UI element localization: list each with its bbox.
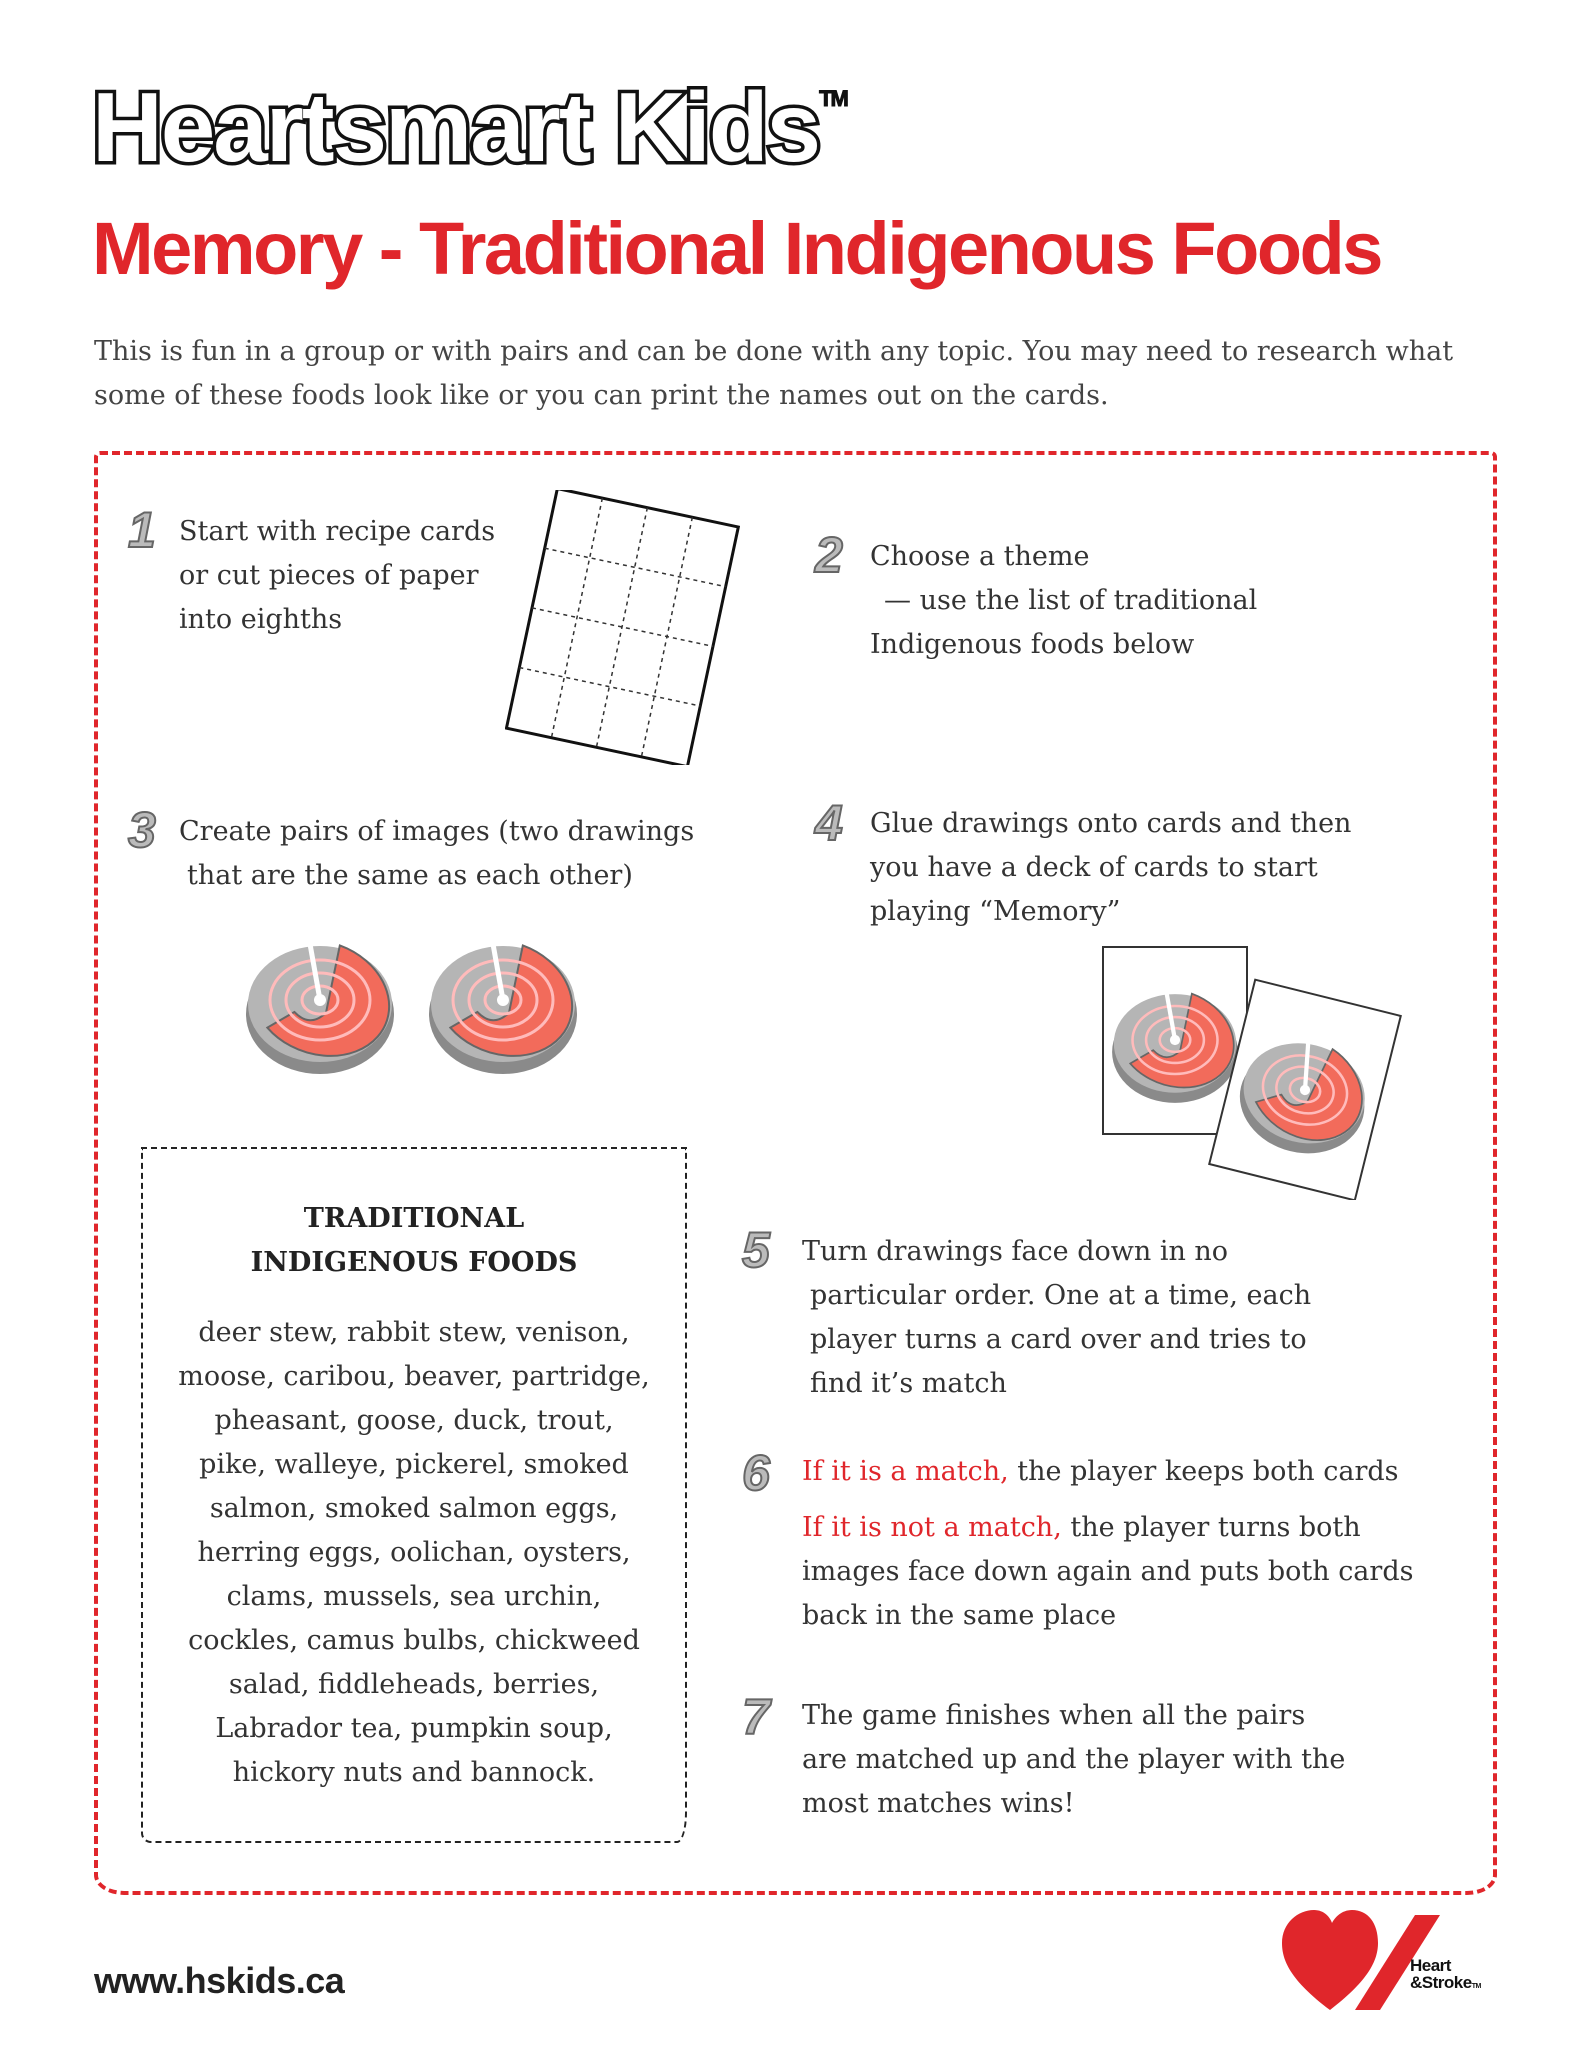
step-7-text xyxy=(802,1694,1345,1826)
logo-line: &Stroke xyxy=(1410,1973,1472,1992)
food-line: deer stew, rabbit stew, venison, xyxy=(198,1317,630,1348)
step-line: playing “Memory” xyxy=(870,896,1121,927)
foods-heading-line: INDIGENOUS FOODS xyxy=(250,1247,578,1278)
step-line: most matches wins! xyxy=(802,1788,1075,1819)
salmon-steak-icon xyxy=(246,932,406,1075)
step-line: you have a deck of cards to start xyxy=(870,852,1318,883)
step-line xyxy=(802,1506,1413,1550)
no-match-text: the player turns both xyxy=(1061,1512,1361,1543)
website-link[interactable]: www.hskids.ca xyxy=(94,1960,345,2001)
step-line: images face down again and puts both cards xyxy=(802,1556,1414,1587)
step-number-4: 4 xyxy=(815,795,843,851)
step-5-text xyxy=(802,1230,1311,1406)
step-number-2: 2 xyxy=(815,527,843,583)
food-line: herring eggs, oolichan, oysters, xyxy=(197,1537,631,1568)
step-4-text xyxy=(870,802,1351,934)
step-line: that are the same as each other) xyxy=(187,860,633,891)
logo-text xyxy=(1410,1957,1481,1995)
step-line: into eighths xyxy=(179,604,343,635)
food-line: pike, walleye, pickerel, smoked xyxy=(199,1449,629,1480)
step-line: or cut pieces of paper xyxy=(179,560,479,591)
foods-heading-line: TRADITIONAL xyxy=(303,1203,525,1234)
salmon-steak-icon xyxy=(429,932,589,1075)
paper-grid-illustration xyxy=(505,490,740,765)
match-highlight: If it is a match, xyxy=(802,1456,1009,1487)
page-title: Memory - Traditional Indigenous Foods xyxy=(92,207,1381,290)
step-2-text xyxy=(870,535,1257,667)
step-line: Turn drawings face down in no xyxy=(802,1236,1229,1267)
step-number-7: 7 xyxy=(742,1689,770,1745)
logo-line: Heart xyxy=(1410,1956,1451,1975)
heart-icon xyxy=(1280,1905,1520,2015)
foods-heading xyxy=(143,1197,685,1285)
food-line: salmon, smoked salmon eggs, xyxy=(209,1493,619,1524)
step-line: The game finishes when all the pairs xyxy=(802,1700,1306,1731)
step-line: Start with recipe cards xyxy=(179,516,496,547)
food-line: hickory nuts and bannock. xyxy=(232,1757,596,1788)
food-line: pheasant, goose, duck, trout, xyxy=(214,1405,614,1436)
step-line: player turns a card over and tries to xyxy=(810,1324,1307,1355)
food-line: clams, mussels, sea urchin, xyxy=(226,1581,602,1612)
step-line: Glue drawings onto cards and then xyxy=(870,808,1352,839)
step-line: Indigenous foods below xyxy=(870,629,1195,660)
step-number-5: 5 xyxy=(742,1222,770,1278)
step-6-text xyxy=(802,1450,1413,1638)
step-line: Create pairs of images (two drawings xyxy=(179,816,695,847)
foods-list-box xyxy=(141,1147,687,1843)
step-3-text xyxy=(179,810,694,898)
step-line: — use the list of traditional xyxy=(884,585,1258,616)
food-line: cockles, camus bulbs, chickweed xyxy=(188,1625,640,1656)
intro-text: This is fun in a group or with pairs and can be done with any topic. You may need to research what some of these foods look like or you can print the names out on the cards. xyxy=(94,336,1454,411)
brand-logo: Heartsmart Kids™ xyxy=(92,72,847,182)
step-line: find it’s match xyxy=(810,1368,1007,1399)
food-line: salad, fiddleheads, berries, xyxy=(228,1669,600,1700)
step-line: back in the same place xyxy=(802,1600,1117,1631)
cards-illustration xyxy=(1095,940,1410,1200)
step-line: Choose a theme xyxy=(870,541,1090,572)
match-text: the player keeps both cards xyxy=(1008,1456,1399,1487)
step-number-6: 6 xyxy=(742,1445,770,1501)
step-line xyxy=(802,1450,1413,1494)
step-number-1: 1 xyxy=(128,502,156,558)
salmon-pair-illustration xyxy=(235,915,595,1085)
heart-and-stroke-logo xyxy=(1280,1905,1520,2015)
step-line: particular order. One at a time, each xyxy=(810,1280,1312,1311)
food-line: Labrador tea, pumpkin soup, xyxy=(215,1713,613,1744)
logo-tm: TM xyxy=(1471,1983,1481,1990)
step-1-text xyxy=(179,510,495,642)
step-line: are matched up and the player with the xyxy=(802,1744,1346,1775)
no-match-highlight: If it is not a match, xyxy=(802,1512,1062,1543)
food-line: moose, caribou, beaver, partridge, xyxy=(178,1361,650,1392)
step-number-3: 3 xyxy=(128,802,156,858)
foods-list xyxy=(163,1311,665,1795)
